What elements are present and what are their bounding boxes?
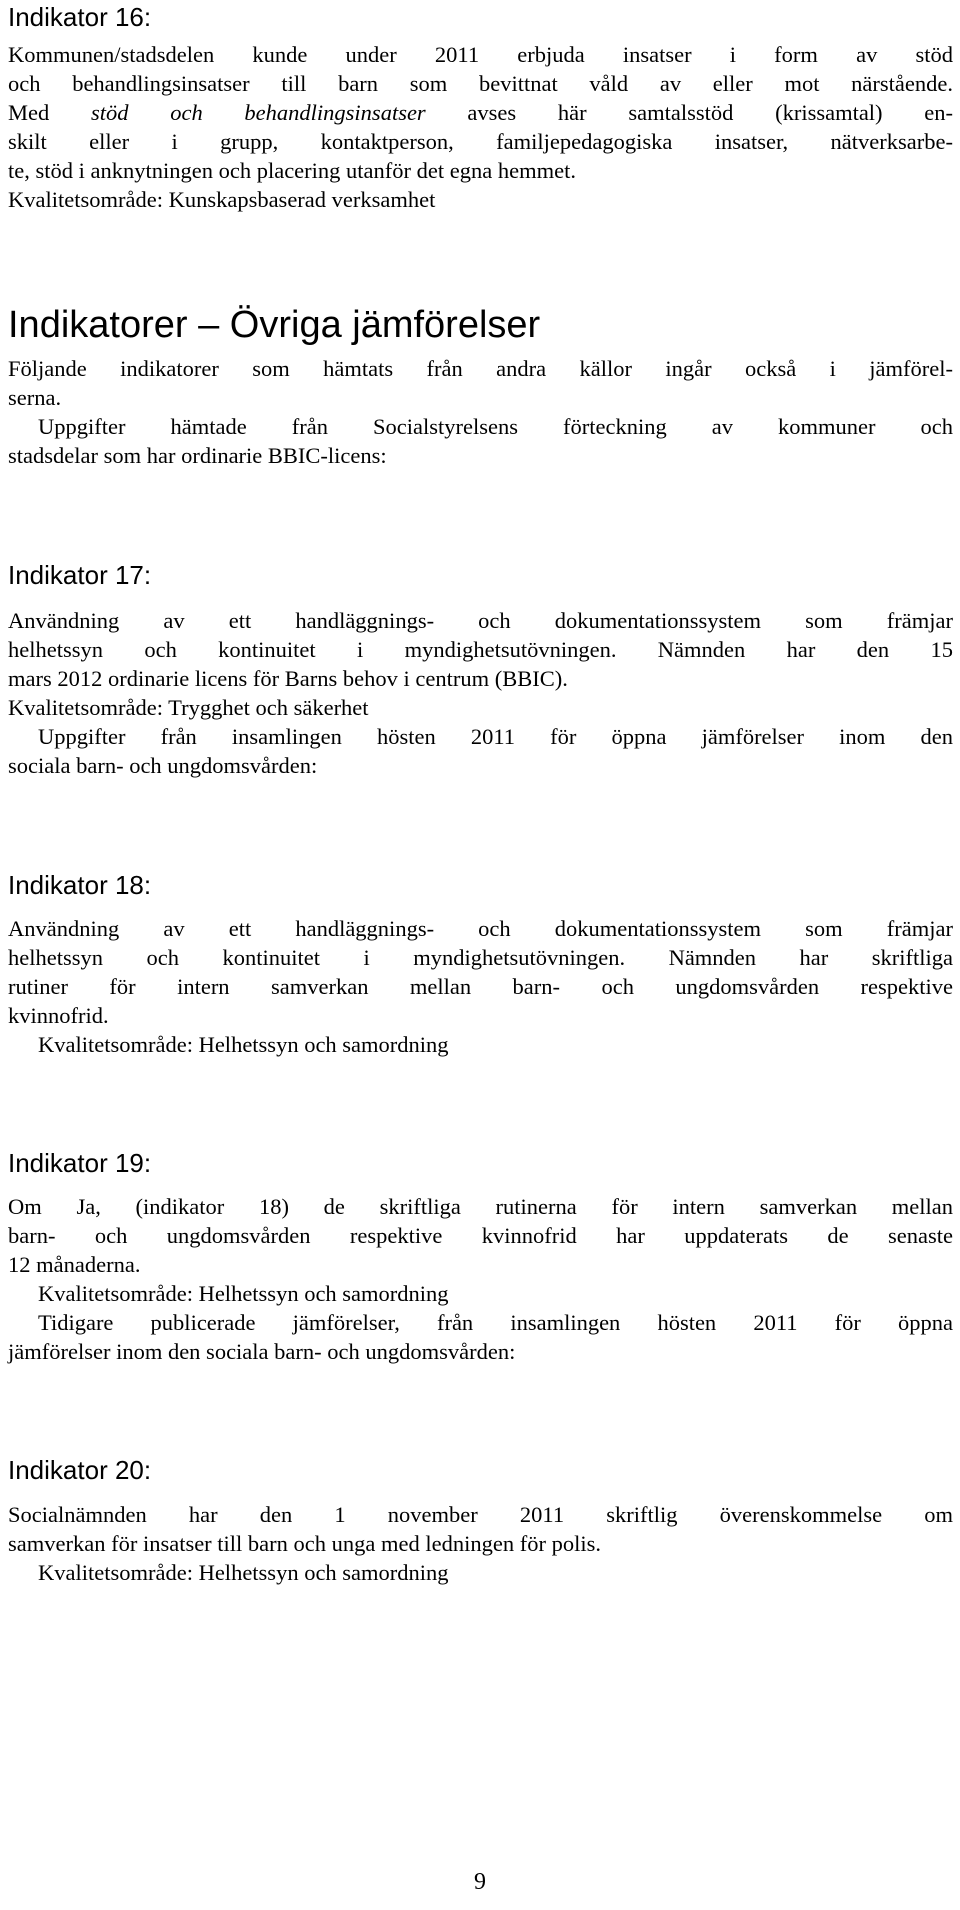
heading-indikator-17: Indikator 17: bbox=[8, 560, 152, 590]
text-line: Socialnämnden har den 1 november 2011 skriftlig överenskommelse om bbox=[8, 1502, 953, 1527]
paragraph-indikator-18 bbox=[8, 914, 953, 1059]
heading-indikator-18: Indikator 18: bbox=[8, 870, 152, 900]
quality-area-line: Kvalitetsområde: Kunskapsbaserad verksamhet bbox=[8, 187, 436, 212]
text-line: serna. bbox=[8, 385, 62, 410]
heading-indikator-20: Indikator 20: bbox=[8, 1455, 152, 1485]
paragraph-indikator-19 bbox=[8, 1192, 953, 1366]
paragraph-indikator-17 bbox=[8, 606, 953, 780]
text-line: Uppgifter hämtade från Socialstyrelsens förteckning av kommuner och bbox=[38, 414, 953, 439]
text-line: Kommunen/stadsdelen kunde under 2011 erbjuda insatser i form av stöd bbox=[8, 42, 953, 67]
text-line: Om Ja, (indikator 18) de skriftliga rutinerna för intern samverkan mellan bbox=[8, 1194, 953, 1219]
text-line: Följande indikatorer som hämtats från andra källor ingår också i jämförel- bbox=[8, 356, 953, 381]
text-line: skilt eller i grupp, kontaktperson, familjepedagogiska insatser, nätverksarbe- bbox=[8, 129, 953, 154]
text-line: Tidigare publicerade jämförelser, från insamlingen hösten 2011 för öppna bbox=[38, 1310, 953, 1335]
text-line: stadsdelar som har ordinarie BBIC-licens: bbox=[8, 443, 387, 468]
text-segment: Med bbox=[8, 100, 91, 125]
text-segment: avses här samtalsstöd (krissamtal) en- bbox=[425, 100, 954, 125]
text-line: kvinnofrid. bbox=[8, 1003, 109, 1028]
text-line: mars 2012 ordinarie licens för Barns behov i centrum (BBIC). bbox=[8, 666, 568, 691]
paragraph-indikator-20 bbox=[8, 1500, 953, 1587]
quality-area-line: Kvalitetsområde: Helhetssyn och samordning bbox=[38, 1281, 449, 1306]
quality-area-line: Kvalitetsområde: Helhetssyn och samordning bbox=[38, 1560, 449, 1585]
text-line: Användning av ett handläggnings- och dokumentationssystem som främjar bbox=[8, 608, 953, 633]
text-line: 12 månaderna. bbox=[8, 1252, 141, 1277]
italic-term: stöd och behandlingsinsatser bbox=[90, 100, 426, 125]
text-line: te, stöd i anknytningen och placering utanför det egna hemmet. bbox=[8, 158, 576, 183]
heading-indikator-19: Indikator 19: bbox=[8, 1148, 152, 1178]
quality-area-line: Kvalitetsområde: Helhetssyn och samordning bbox=[38, 1032, 449, 1057]
quality-area-line: Kvalitetsområde: Trygghet och säkerhet bbox=[8, 695, 369, 720]
paragraph-indikator-16 bbox=[8, 40, 953, 214]
text-line: barn- och ungdomsvården respektive kvinnofrid har uppdaterats de senaste bbox=[8, 1223, 953, 1248]
text-line: Uppgifter från insamlingen hösten 2011 för öppna jämförelser inom den bbox=[38, 724, 953, 749]
heading-indikator-16: Indikator 16: bbox=[8, 2, 152, 32]
text-line-with-italic bbox=[8, 98, 953, 127]
text-line: rutiner för intern samverkan mellan barn- och ungdomsvården respektive bbox=[8, 974, 953, 999]
text-line: Användning av ett handläggnings- och dokumentationssystem som främjar bbox=[8, 916, 953, 941]
text-line: helhetssyn och kontinuitet i myndighetsutövningen. Nämnden har den 15 bbox=[8, 637, 953, 662]
text-line: och behandlingsinsatser till barn som bevittnat våld av eller mot närstående. bbox=[8, 71, 953, 96]
section-title: Indikatorer – Övriga jämförelser bbox=[8, 304, 541, 346]
paragraph-ovriga-jamforelser bbox=[8, 354, 953, 470]
text-line: sociala barn- och ungdomsvården: bbox=[8, 753, 318, 778]
text-line: helhetssyn och kontinuitet i myndighetsutövningen. Nämnden har skriftliga bbox=[8, 945, 953, 970]
text-line: samverkan för insatser till barn och unga med ledningen för polis. bbox=[8, 1531, 601, 1556]
text-line: jämförelser inom den sociala barn- och ungdomsvården: bbox=[8, 1339, 516, 1364]
page-number: 9 bbox=[474, 1869, 486, 1895]
